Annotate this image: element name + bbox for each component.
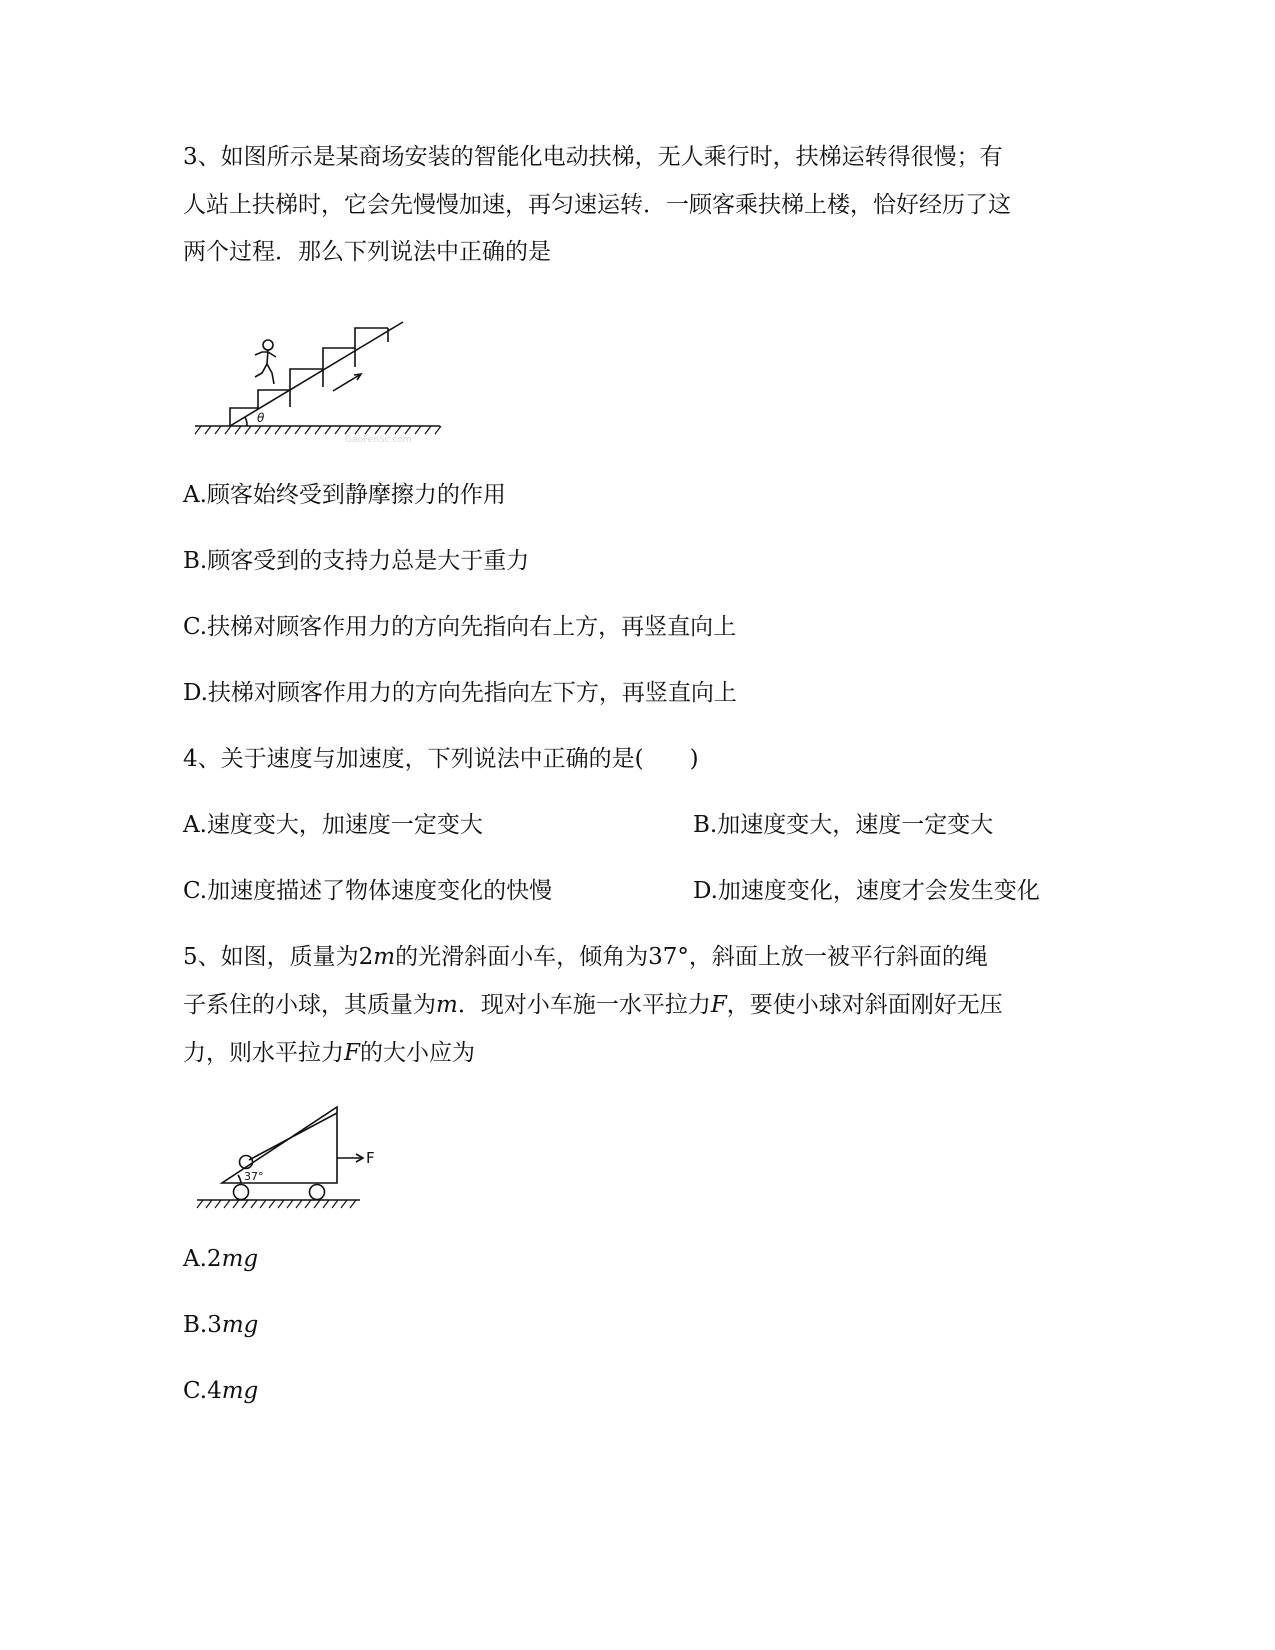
q3-stem-line-2: 人站上扶梯时，它会先慢慢加速，再匀速运转．一顾客乘扶梯上楼，恰好经历了这 (183, 192, 1011, 218)
q3-stem-line-3: 两个过程．那么下列说法中正确的是 (183, 239, 551, 265)
incline-angle-label: 37° (244, 1170, 264, 1183)
q4-stem: 4、关于速度与加速度，下列说法中正确的是( ) (183, 746, 699, 772)
escalator-angle-label: θ (257, 411, 265, 425)
q4-option-a: A.速度变大，加速度一定变大 (183, 812, 483, 838)
q4-option-d: D.加速度变化，速度才会发生变化 (693, 878, 1040, 904)
q5-option-b: B.3mg (183, 1312, 259, 1338)
q3-option-c: C.扶梯对顾客作用力的方向先指向右上方，再竖直向上 (183, 614, 737, 640)
q4-option-b: B.加速度变大，速度一定变大 (693, 812, 994, 838)
force-label: F (366, 1149, 375, 1167)
q5-stem-line-2: 子系住的小球，其质量为m．现对小车施一水平拉力F，要使小球对斜面刚好无压 (183, 992, 1003, 1018)
q3-option-d: D.扶梯对顾客作用力的方向先指向左下方，再竖直向上 (183, 680, 737, 706)
escalator-figure (195, 318, 455, 450)
q3-option-a: A.顾客始终受到静摩擦力的作用 (183, 482, 506, 508)
q4-option-c: C.加速度描述了物体速度变化的快慢 (183, 878, 553, 904)
q3-stem-line-1: 3、如图所示是某商场安装的智能化电动扶梯，无人乘行时，扶梯运转得很慢；有 (183, 144, 1003, 170)
q5-stem-line-1: 5、如图，质量为2m的光滑斜面小车，倾角为37°，斜面上放一被平行斜面的绳 (183, 944, 988, 970)
watermark: GaoFenSc.com (345, 435, 412, 445)
q5-option-c: C.4mg (183, 1378, 259, 1404)
q3-option-b: B.顾客受到的支持力总是大于重力 (183, 548, 530, 574)
incline-cart-figure (197, 1103, 377, 1215)
q5-stem-line-3: 力，则水平拉力F的大小应为 (183, 1040, 475, 1066)
q5-option-a: A.2mg (183, 1246, 259, 1272)
